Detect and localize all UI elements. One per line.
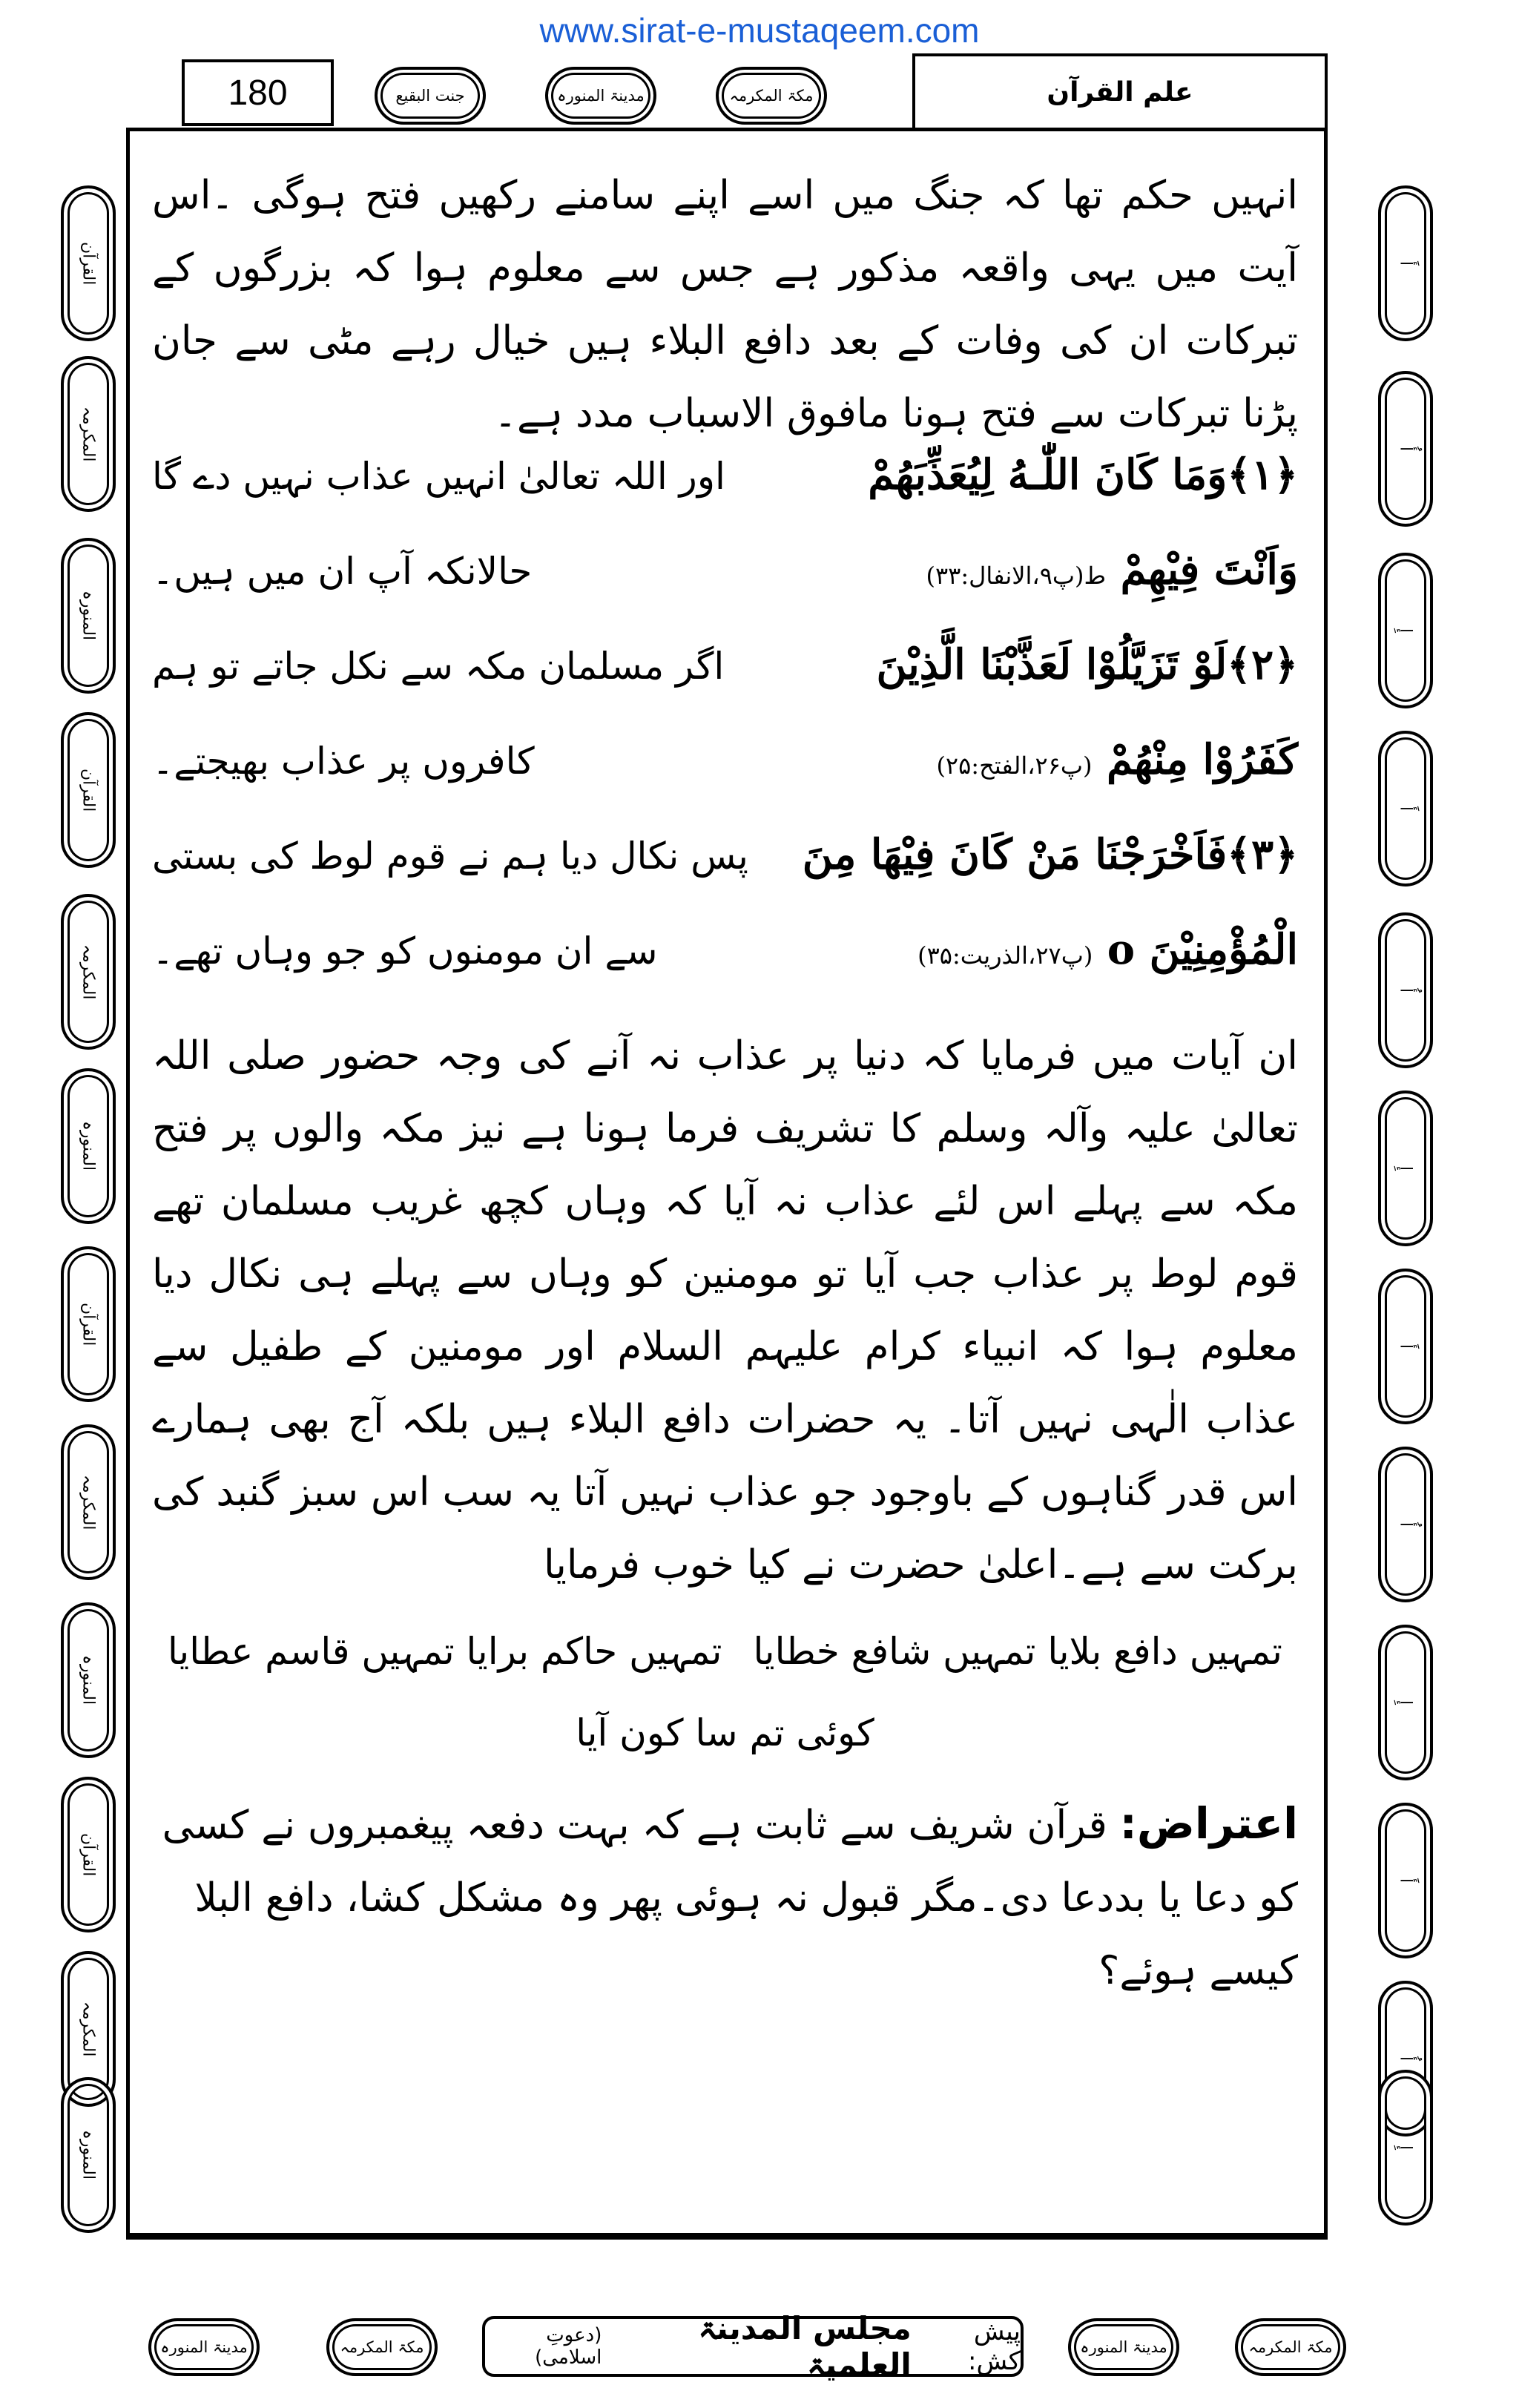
side-ornament-right: [1378, 185, 1433, 341]
verse-arabic: [917, 925, 1298, 974]
intro-paragraph: انہیں حکم تھا کہ جنگ میں اسے اپنے سامنے رکھیں فتح ہوگی ۔اس آیت میں یہی واقعہ مذکور ہے جس سے معلوم ہوا کہ بزرگوں کے تبرکات ان کی وفات کے بعد دافع البلاء ہیں خیال رہے مٹی سے جان پڑنا تبرکات سے فتح ہونا مافوق الاسباب مدد ہے۔: [152, 173, 1298, 436]
objection-paragraph: [152, 1787, 1298, 2007]
verse-arabic-text: الْمُؤْمِنِيْنَ o: [1107, 925, 1298, 974]
side-ornament-right: [1378, 1447, 1433, 1602]
verse-reference: (پ۲۶،الفتح:۲۵): [936, 751, 1093, 780]
side-ornament-right: [1378, 1090, 1433, 1246]
side-ornament-left: [61, 1246, 116, 1402]
ornament-text: المکرمہ: [79, 406, 98, 462]
side-ornament-left: [61, 1424, 116, 1580]
ornament-text: القرآن: [79, 1832, 98, 1877]
publisher-name: مجلس المدینۃ العلمیۃ: [698, 2310, 912, 2383]
dawat-label: (دعوتِ اسلامی): [535, 2324, 602, 2369]
verse-translation: کافروں پر عذاب بھیجتے۔: [152, 740, 535, 783]
verse-3: [152, 830, 1298, 1020]
seal-text: جنت البقیع: [395, 87, 465, 105]
ornament-text: القرآن: [79, 768, 98, 812]
verse-arabic-text: كَفَرُوْا مِنْهُمْ: [1107, 735, 1298, 784]
ornament-text: المنورہ: [79, 1655, 98, 1705]
ornament-text: أُ: [1396, 446, 1415, 452]
side-ornament-left: [61, 1068, 116, 1224]
verse-arabic: [936, 735, 1298, 784]
verse-translation: پس نکال دیا ہم نے قوم لوط کی بستی: [152, 835, 748, 878]
verse-number: ﴿۱﴾: [1227, 450, 1298, 499]
verse-arabic: [803, 830, 1298, 879]
seal-madina: [545, 67, 656, 125]
side-ornament-right: [1378, 371, 1433, 527]
seal-jannat-ul-baqi: [375, 67, 486, 125]
footer-seal-makkah: [326, 2318, 438, 2376]
ornament-text: إِ: [1396, 2145, 1415, 2151]
ornament-text: المکرمہ: [79, 944, 98, 1000]
side-ornament-left: [61, 712, 116, 868]
seal-text: مدینۃ المنورہ: [160, 2338, 248, 2356]
verse-arabic-text: وَاَنْتَ فِيْهِمْ: [1120, 545, 1298, 594]
side-ornament-right: [1378, 2070, 1433, 2226]
side-ornament-right: [1378, 1269, 1433, 1424]
verse-translation: اور اللہ تعالیٰ انہیں عذاب نہیں دے گا: [152, 455, 725, 498]
ornament-text: أَ: [1396, 1343, 1415, 1349]
poem: [152, 1611, 1298, 1774]
poem-hemistich: تمہیں دافع بلایا تمہیں شافع خطایا: [753, 1630, 1282, 1673]
ornament-text: القرآن: [79, 1302, 98, 1346]
side-ornament-left: [61, 894, 116, 1050]
ornament-text: إِ: [1396, 628, 1415, 634]
ornament-text: أَ: [1396, 260, 1415, 266]
ornament-text: المنورہ: [79, 2130, 98, 2180]
verse-reference: ط(پ۹،الانفال:۳۳): [926, 562, 1107, 590]
ornament-text: أَ: [1396, 1878, 1415, 1884]
footer-divider: [126, 2237, 1328, 2240]
verse-translation: حالانکہ آپ ان میں ہیں۔: [152, 550, 533, 593]
poem-hemistich: تمہیں حاکم برایا تمہیں قاسم عطایا: [168, 1630, 722, 1673]
site-url[interactable]: www.sirat-e-mustaqeem.com: [539, 11, 980, 50]
footer-seal-madina: [148, 2318, 260, 2376]
side-ornament-left: [61, 185, 116, 341]
side-ornament-left: [61, 2077, 116, 2233]
ornament-text: أُ: [1396, 2056, 1415, 2062]
verse-arabic-text: فَاَخْرَجْنَا مَنْ كَانَ فِيْهَا مِنَ: [802, 830, 1228, 879]
verse-number: ﴿۳﴾: [1227, 830, 1298, 879]
seal-text: مدینۃ المنورہ: [557, 87, 645, 105]
side-ornament-left: [61, 1777, 116, 1932]
side-ornament-right: [1378, 912, 1433, 1068]
verse-arabic: [926, 545, 1298, 594]
side-ornament-right: [1378, 553, 1433, 708]
objection-text: قرآن شریف سے ثابت ہے کہ بہت دفعہ پیغمبروں نے کسی کو دعا یا بددعا دی۔مگر قبول نہ ہوئی پھر وہ مشکل کشا، دافع البلا کیسے ہوئے؟: [162, 1803, 1298, 1993]
publisher-credit: [482, 2310, 1024, 2383]
ornament-text: المکرمہ: [79, 2001, 98, 2057]
page-content: [152, 159, 1298, 2007]
ornament-text: إِ: [1396, 1165, 1415, 1171]
seal-text: مکۃ المکرمہ: [340, 2338, 424, 2356]
ornament-text: المنورہ: [79, 591, 98, 641]
verse-1: [152, 450, 1298, 640]
objection-label: اعتراض:: [1119, 1798, 1298, 1849]
page-number: 180: [182, 59, 334, 126]
verse-arabic: [876, 640, 1298, 689]
verse-translation: اگر مسلمان مکہ سے نکل جاتے تو ہم: [152, 645, 725, 688]
verse-translation: سے ان مومنوں کو جو وہاں تھے۔: [152, 930, 658, 973]
side-ornament-left: [61, 356, 116, 512]
verse-arabic: [868, 450, 1298, 499]
footer-seal-makkah: [1235, 2318, 1346, 2376]
seal-text: مکۃ المکرمہ: [1248, 2338, 1333, 2356]
side-ornament-right: [1378, 731, 1433, 886]
seal-makkah: [716, 67, 827, 125]
presented-by-label: پیش کش:: [968, 2317, 1021, 2376]
ornament-text: أُ: [1396, 987, 1415, 993]
verse-number: ﴿۲﴾: [1227, 640, 1298, 689]
verse-2: [152, 640, 1298, 830]
ornament-text: المنورہ: [79, 1121, 98, 1171]
side-ornament-left: [61, 1602, 116, 1758]
ornament-text: أَ: [1396, 806, 1415, 812]
ornament-text: أُ: [1396, 1522, 1415, 1527]
seal-text: مکۃ المکرمہ: [729, 87, 814, 105]
explanation-paragraph: ان آیات میں فرمایا کہ دنیا پر عذاب نہ آنے کی وجہ حضور صلی اللہ تعالیٰ علیہ وآلہ وسلم کا تشریف فرما ہونا ہے نیز مکہ والوں پر فتح مکہ سے پہلے اس لئے عذاب نہ آیا کہ وہاں کچھ غریب مسلمان تھے قوم لوط پر عذاب جب آیا تو مومنین کو وہاں سے پہلے ہی نکال دیا معلوم ہوا کہ انبیاء کرام علیہم السلام اور مومنین کے طفیل سے عذاب الٰہی نہیں آتا۔ یہ حضرات دافع البلاء ہیں بلکہ آج بھی ہمارے اس قدر گناہوں کے باوجود جو عذاب نہیں آتا یہ سب اس سبز گنبد کی برکت سے ہے۔اعلیٰ حضرت نے کیا خوب فرمایا: [152, 1033, 1298, 1588]
verse-arabic-text: لَوْ تَزَيَّلُوْا لَعَذَّبْنَا الَّذِيْنَ: [876, 640, 1228, 689]
verse-arabic-text: وَمَا كَانَ اللّٰـهُ لِيُعَذِّبَهُمْ: [868, 450, 1228, 499]
side-ornament-right: [1378, 1625, 1433, 1780]
book-title: علم القرآن: [912, 53, 1328, 131]
poem-refrain: کوئی تم سا کون آیا: [576, 1711, 874, 1754]
seal-text: مدینۃ المنورہ: [1080, 2338, 1167, 2356]
side-ornament-right: [1378, 1803, 1433, 1958]
footer-seal-madina: [1068, 2318, 1179, 2376]
verse-reference: (پ۲۷،الذریت:۳۵): [917, 941, 1093, 970]
ornament-text: المکرمہ: [79, 1474, 98, 1530]
ornament-text: إِ: [1396, 1700, 1415, 1705]
side-ornament-left: [61, 538, 116, 694]
ornament-text: القرآن: [79, 241, 98, 286]
